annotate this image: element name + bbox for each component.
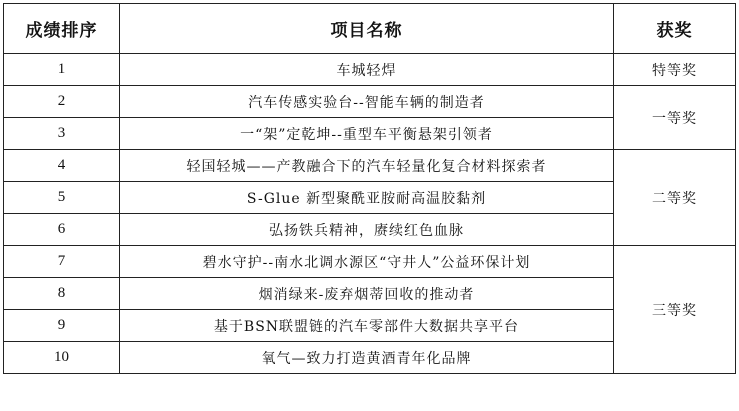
- rank-cell: 9: [4, 310, 120, 342]
- rank-cell: 8: [4, 278, 120, 310]
- awards-table: [3, 3, 736, 374]
- rank-cell: 2: [4, 86, 120, 118]
- project-name-cell: 碧水守护--南水北调水源区“守井人”公益环保计划: [120, 246, 614, 278]
- table-row: [4, 86, 736, 118]
- project-name-cell: 车城轻焊: [120, 54, 614, 86]
- rank-cell: 7: [4, 246, 120, 278]
- project-name-cell: S-Glue 新型聚酰亚胺耐高温胶黏剂: [120, 182, 614, 214]
- rank-cell: 6: [4, 214, 120, 246]
- header-rank: 成绩排序: [4, 4, 120, 54]
- award-cell-special: 特等奖: [614, 54, 736, 86]
- table-row: [4, 150, 736, 182]
- award-cell-first: 一等奖: [614, 86, 736, 150]
- rank-cell: 4: [4, 150, 120, 182]
- table-row: [4, 54, 736, 86]
- header-row: [4, 4, 736, 54]
- project-name-cell: 氧气—致力打造黄酒青年化品牌: [120, 342, 614, 374]
- project-name-cell: 弘扬铁兵精神，赓续红色血脉: [120, 214, 614, 246]
- rank-cell: 3: [4, 118, 120, 150]
- table-row: [4, 246, 736, 278]
- project-name-cell: 烟消绿来-废弃烟蒂回收的推动者: [120, 278, 614, 310]
- award-cell-third: 三等奖: [614, 246, 736, 374]
- project-name-cell: 基于BSN联盟链的汽车零部件大数据共享平台: [120, 310, 614, 342]
- rank-cell: 5: [4, 182, 120, 214]
- project-name-cell: 轻国轻城——产教融合下的汽车轻量化复合材料探索者: [120, 150, 614, 182]
- project-name-cell: 一“架”定乾坤--重型车平衡悬架引领者: [120, 118, 614, 150]
- rank-cell: 1: [4, 54, 120, 86]
- header-project: 项目名称: [120, 4, 614, 54]
- award-cell-second: 二等奖: [614, 150, 736, 246]
- rank-cell: 10: [4, 342, 120, 374]
- project-name-cell: 汽车传感实验台--智能车辆的制造者: [120, 86, 614, 118]
- header-award: 获奖: [614, 4, 736, 54]
